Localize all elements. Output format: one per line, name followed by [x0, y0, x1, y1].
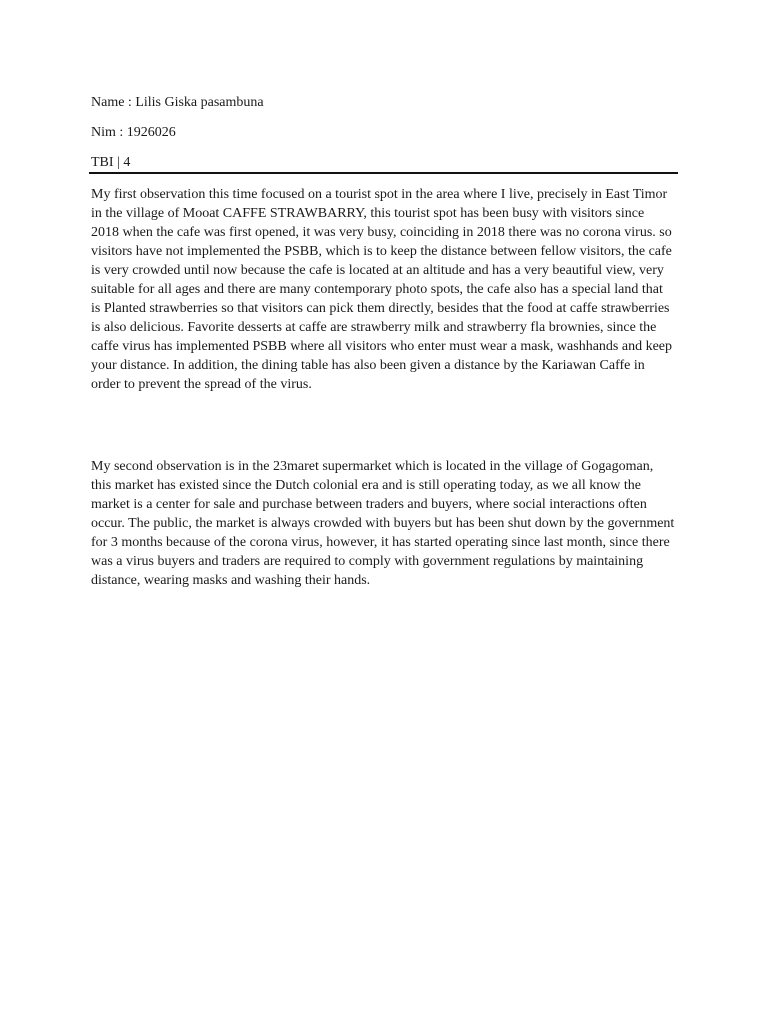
student-nim: Nim : 1926026: [91, 125, 176, 140]
observation-paragraph-1: My first observation this time focused on a tourist spot in the area where I live, precisely in East Timor in the village of Mooat CAFFE STRAWBARRY, this tourist spot has been busy with visitors since 2018 when the cafe was first opened, it was very busy, coinciding in 2018 there was no corona virus. so visitors have not implemented the PSBB, which is to keep the distance between fellow visitors, the cafe is very crowded until now because the cafe is located at an altitude and has a very beautiful view, very suitable for all ages and there are many contemporary photo spots, the cafe also has a special land that is Planted strawberries so that visitors can pick them directly, besides that the food at caffe strawberries is also delicious. Favorite desserts at caffe are strawberry milk and strawberry fla brownies, since the caffe virus has implemented PSBB where all visitors who enter must wear a mask, washhands and keep your distance. In addition, the dining table has also been given a distance by the Kariawan Caffe in order to prevent the spread of the virus.: [91, 187, 672, 392]
class-label: TBI | 4: [91, 155, 131, 170]
header-divider: [89, 172, 678, 174]
student-name: Name : Lilis Giska pasambuna: [91, 95, 264, 110]
observation-paragraph-2: My second observation is in the 23maret supermarket which is located in the village of Gogagoman, this market has existed since the Dutch colonial era and is still operating today, as we all know the market is a center for sale and purchase between traders and buyers, where social interactions often occur. The public, the market is always crowded with buyers but has been shut down by the government for 3 months because of the corona virus, however, it has started operating since last month, since there was a virus buyers and traders are required to comply with government regulations by maintaining distance, wearing masks and washing their hands.: [91, 459, 675, 588]
